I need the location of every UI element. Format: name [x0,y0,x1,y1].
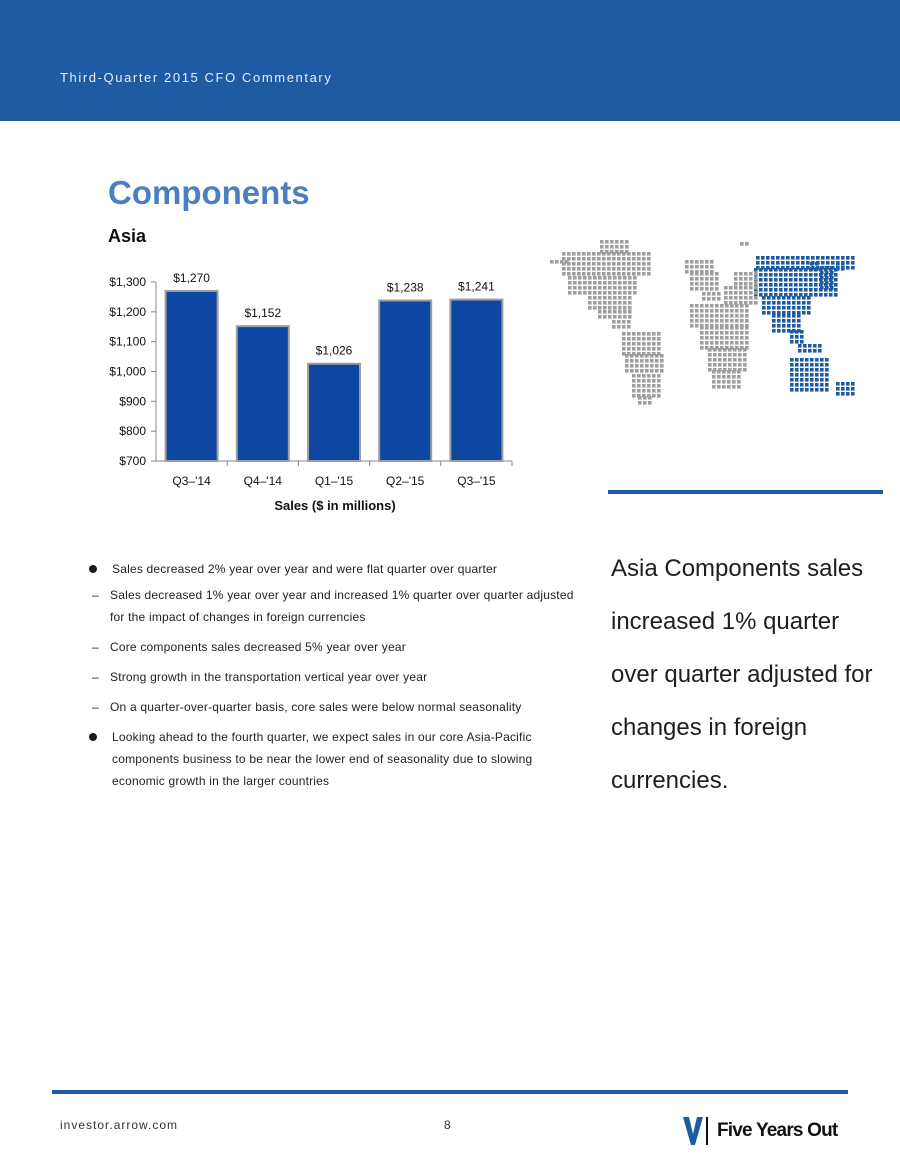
sub-bullet-text: On a quarter-over-quarter basis, core sales were below normal seasonality [110,700,522,714]
bar [308,364,360,461]
callout-text: Asia Components sales increased 1% quarter over quarter adjusted for changes in foreign currencies. [611,555,873,794]
bar-value-label: $1,241 [458,279,495,294]
sub-bullet-item [92,666,578,688]
x-tick-label: Q3–'14 [172,474,211,488]
x-tick-label: Q1–'15 [314,474,354,488]
bar-value-label: $1,026 [315,343,353,358]
y-tick-label: $1,200 [109,304,146,319]
chart-x-axis-label: Sales ($ in millions) [274,498,396,513]
page-subtitle: Asia [108,226,147,246]
y-tick-label: $700 [119,454,146,468]
bullet-item [88,726,578,792]
y-tick-label: $1,100 [109,334,146,349]
y-tick-label: $1,300 [109,275,146,289]
bullet-dot-icon [89,733,97,741]
map-divider [608,490,883,494]
sub-bullet-text: Strong growth in the transportation vertical year over year [110,670,428,684]
sub-bullet-list [88,584,578,718]
page-number: 8 [444,1118,451,1132]
bar [379,300,431,461]
sales-bar-chart [80,255,530,495]
logo-tagline: Five Years Out [717,1120,838,1141]
bar-value-label: $1,152 [244,306,282,321]
bullet-item [88,558,578,580]
dash-icon: – [92,588,99,602]
page-title: Components [108,174,310,211]
x-tick-label: Q2–'15 [386,474,425,488]
bullet-text: Sales decreased 2% year over year and were flat quarter over quarter [112,562,498,576]
sub-bullet-text: Sales decreased 1% year over year and increased 1% quarter over quarter adjusted for the impact of changes in foreign currencies [110,588,574,624]
bar [166,291,218,461]
logo-divider [706,1117,708,1145]
header-band [0,0,900,121]
dash-icon: – [92,700,99,714]
bullet-list [88,558,578,792]
dash-icon: – [92,670,99,684]
bar [450,300,502,461]
x-tick-label: Q3–'15 [457,474,496,488]
y-tick-label: $800 [119,424,146,439]
map-dots [550,240,855,405]
footer-divider [52,1090,848,1094]
world-map-graphic [540,232,860,412]
bullet-text: Looking ahead to the fourth quarter, we expect sales in our core Asia-Pacific components business to be near the lower end of seasonality due to slowing economic growth in the larger countries [112,730,533,788]
footer-url-link[interactable]: investor.arrow.com [60,1118,179,1132]
sub-bullet-text: Core components sales decreased 5% year over year [110,640,406,654]
arrow-logo-icon [683,1117,703,1145]
bar-value-label: $1,270 [173,270,210,285]
sub-bullet-item [92,696,578,718]
bar-value-label: $1,238 [386,280,424,295]
sub-bullet-item [92,584,578,628]
header-title: Third-Quarter 2015 CFO Commentary [60,70,333,85]
bullet-dot-icon [89,565,97,573]
y-tick-label: $900 [119,394,146,409]
dash-icon: – [92,640,99,654]
sub-bullet-item [92,636,578,658]
y-tick-label: $1,000 [109,364,146,379]
bar [237,326,289,461]
x-tick-label: Q4–'14 [243,474,282,488]
